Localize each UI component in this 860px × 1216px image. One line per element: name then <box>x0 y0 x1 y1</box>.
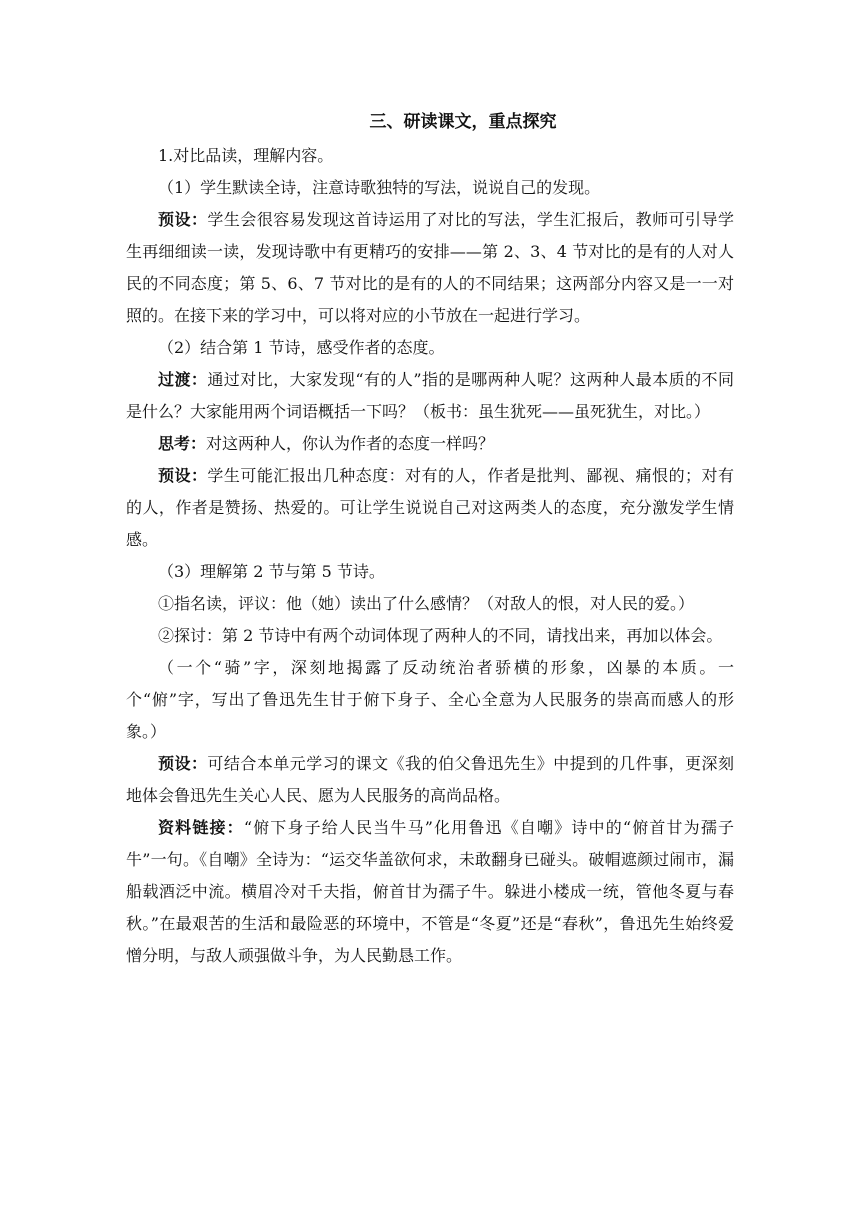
paragraph-text: 通过对比，大家发现“有的人”指的是哪两种人呢？这两种人最本质的不同是什么？大家能用两个词语概括一下吗？（板书：虽生犹死——虽死犹生，对比。） <box>126 370 734 421</box>
paragraph-text: 学生可能汇报出几种态度：对有的人，作者是批判、鄙视、痛恨的；对有的人，作者是赞扬、热爱的。可让学生说说自己对这两类人的态度，充分激发学生情感。 <box>126 466 734 549</box>
paragraph-lead: 预设： <box>158 210 208 229</box>
paragraph <box>126 140 734 172</box>
paragraph <box>126 652 734 748</box>
paragraph-text: 学生会很容易发现这首诗运用了对比的写法，学生汇报后，教师可引导学生再细细读一读，发现诗歌中有更精巧的安排——第 2、3、4 节对比的是有的人对人民的不同态度；第 5、6、7 节对比的是有的人的不同结果；这两部分内容又是一一对照的。在接下来的学习中，可以将对应的小节放在一起进行学习。 <box>126 210 734 325</box>
paragraph-text: （2）结合第 1 节诗，感受作者的态度。 <box>158 338 445 357</box>
paragraph-text: 1.对比品读，理解内容。 <box>158 146 334 165</box>
paragraph <box>126 748 734 812</box>
paragraph-text: “俯下身子给人民当牛马”化用鲁迅《自嘲》诗中的“俯首甘为孺子牛”一句。《自嘲》全诗为：“运交华盖欲何求，未敢翻身已碰头。破帽遮颜过闹市，漏船载酒泛中流。横眉冷对千夫指，俯首甘为孺子牛。躲进小楼成一统，管他冬夏与春秋。”在最艰苦的生活和最险恶的环境中，不管是“冬夏”还是“春秋”，鲁迅先生始终爱憎分明，与敌人顽强做斗争，为人民勤恳工作。 <box>126 818 734 965</box>
section-title: 三、研读课文，重点探究 <box>369 112 557 132</box>
paragraph-text: ①指名读，评议：他（她）读出了什么感情？（对敌人的恨，对人民的爱。） <box>158 594 695 613</box>
paragraph <box>126 364 734 428</box>
paragraph-text: （一个“骑”字，深刻地揭露了反动统治者骄横的形象，凶暴的本质。一个“俯”字，写出了鲁迅先生甘于俯下身子、全心全意为人民服务的崇高而感人的形象。） <box>126 658 734 741</box>
paragraph <box>126 172 734 204</box>
paragraph <box>126 812 734 972</box>
paragraph-text: ②探讨：第 2 节诗中有两个动词体现了两种人的不同，请找出来，再加以体会。 <box>158 626 723 645</box>
paragraph <box>126 588 734 620</box>
paragraph-text: 可结合本单元学习的课文《我的伯父鲁迅先生》中提到的几件事，更深刻地体会鲁迅先生关心人民、愿为人民服务的高尚品格。 <box>126 754 734 805</box>
paragraph <box>126 428 734 460</box>
paragraph-lead: 过渡： <box>158 370 208 389</box>
paragraph <box>126 460 734 556</box>
paragraph-lead: 资料链接： <box>158 818 244 837</box>
paragraph-lead: 预设： <box>158 466 208 485</box>
paragraph <box>126 332 734 364</box>
paragraph-text: 对这两种人，你认为作者的态度一样吗？ <box>206 434 495 453</box>
paragraph <box>126 620 734 652</box>
paragraph-lead: 预设： <box>158 754 208 773</box>
paragraph <box>126 556 734 588</box>
paragraph-text: （3）理解第 2 节与第 5 节诗。 <box>158 562 385 581</box>
paragraph-text: （1）学生默读全诗，注意诗歌独特的写法，说说自己的发现。 <box>158 178 601 197</box>
paragraph-lead: 思考： <box>158 434 207 453</box>
document-body <box>126 104 734 972</box>
paragraph <box>126 204 734 332</box>
